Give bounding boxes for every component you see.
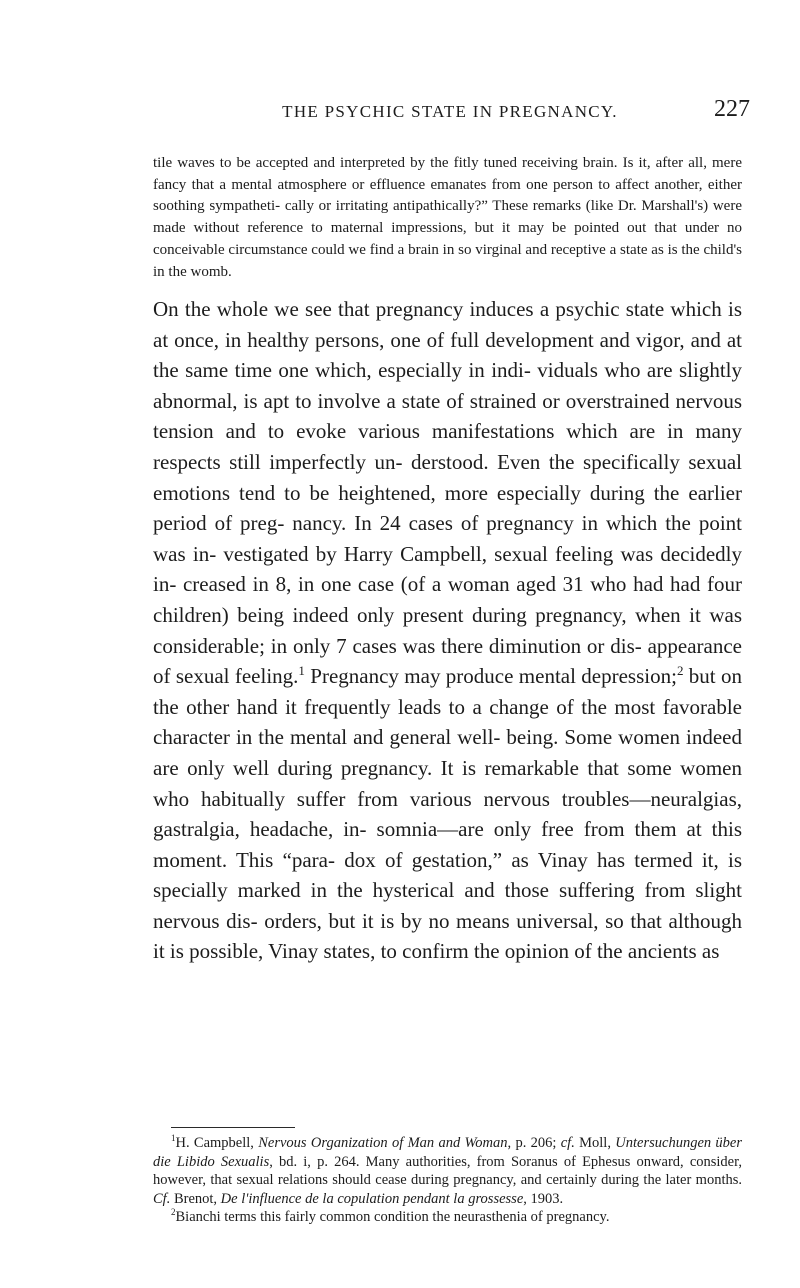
running-header	[150, 96, 750, 128]
page-number: 227	[714, 96, 750, 122]
main-paragraph	[153, 294, 742, 967]
footnote-ref-2[interactable]: 2	[676, 663, 684, 679]
footnote-marker: 1	[171, 1133, 176, 1144]
intro-paragraph: tile waves to be accepted and interpreted by the fitly tuned receiving brain. Is it, after all, mere fancy that a mental atmosphere or effluence emanates from one person to affect another, either soothing sympatheti- cally or irritating antipathically?” These remarks (like Dr. Marshall's) were made without reference to maternal impressions, but it may be pointed out that under no conceivable circumstance could we find a brain in so virginal and receptive a state as is the child's in the womb.	[153, 155, 742, 280]
footnote-segment: Moll,	[574, 1135, 616, 1151]
main-text-part-1: On the whole we see that pregnancy induces a psychic state which is at once, in healthy persons, one of full development and vigor, and at the same time one which, especially in indi- viduals who are slightly abnormal, is apt to involve a state of strained or overstrained nervous tension and to evoke various manifestations which are in many respects still imperfectly un- derstood. Even the specifically sexual emotions tend to be heightened, more especially during the earlier period of preg- nancy. In 24 cases of pregnancy in which the point was in- vestigated by Harry Campbell, sexual feeling was decidedly in- creased in 8, in one case (of a woman aged 31 who had had four children) being indeed only present during pregnancy, when it was considerable; in only 7 cases was there diminution or dis- appearance of sexual feeling.	[153, 297, 742, 689]
footnote-marker: 2	[171, 1207, 176, 1218]
footnote-segment: , 1903.	[523, 1190, 564, 1207]
footnote-segment: , bd. i, p. 264. Many authorities, from Soranus of Ephesus onward, consider, however, that sexual relations should cease during pregnancy, and certainly during the later months.	[153, 1153, 742, 1189]
footnote-segment: Brenot,	[170, 1190, 221, 1207]
footnote-italic-segment: cf.	[560, 1135, 575, 1151]
footnote-italic-segment: Cf.	[153, 1190, 171, 1207]
footnote-divider	[171, 1127, 295, 1128]
footnote-segment: Bianchi terms this fairly common condition the neurasthenia of pregnancy.	[175, 1209, 610, 1226]
footnote-italic-segment: Untersuchungen über die Libido Sexualis	[153, 1135, 743, 1170]
footnote-ref-1[interactable]: 1	[298, 663, 305, 679]
footnote-segment: , p. 206;	[507, 1135, 561, 1151]
footnote-italic-segment: Nervous Organization of Man and Woman	[258, 1135, 508, 1151]
footnote-2	[153, 1208, 742, 1227]
main-text-part-2: Pregnancy may produce mental depression;	[304, 664, 677, 689]
footnotes	[153, 1134, 742, 1227]
footnote-segment: H. Campbell,	[175, 1135, 259, 1151]
running-title: THE PSYCHIC STATE IN PREGNANCY.	[282, 102, 618, 121]
footnote-italic-segment: De l'influence de la copulation pendant la grossesse	[220, 1190, 524, 1207]
footnote-1	[153, 1134, 742, 1208]
main-text-part-3: but on the other hand it frequently leads to a change of the most favorable character in the mental and general well- being. Some women indeed are only well during pregnancy. It is remarkable that some women who habitually suffer from various nervous troubles—neuralgias, gastralgia, headache, in- somnia—are only free from them at this moment. This “para- dox of gestation,” as Vinay has termed it, is specially marked in the hysterical and those suffering from slight nervous dis- orders, but it is by no means universal, so that although it is possible, Vinay states, to confirm the opinion of the ancients as	[153, 664, 742, 964]
